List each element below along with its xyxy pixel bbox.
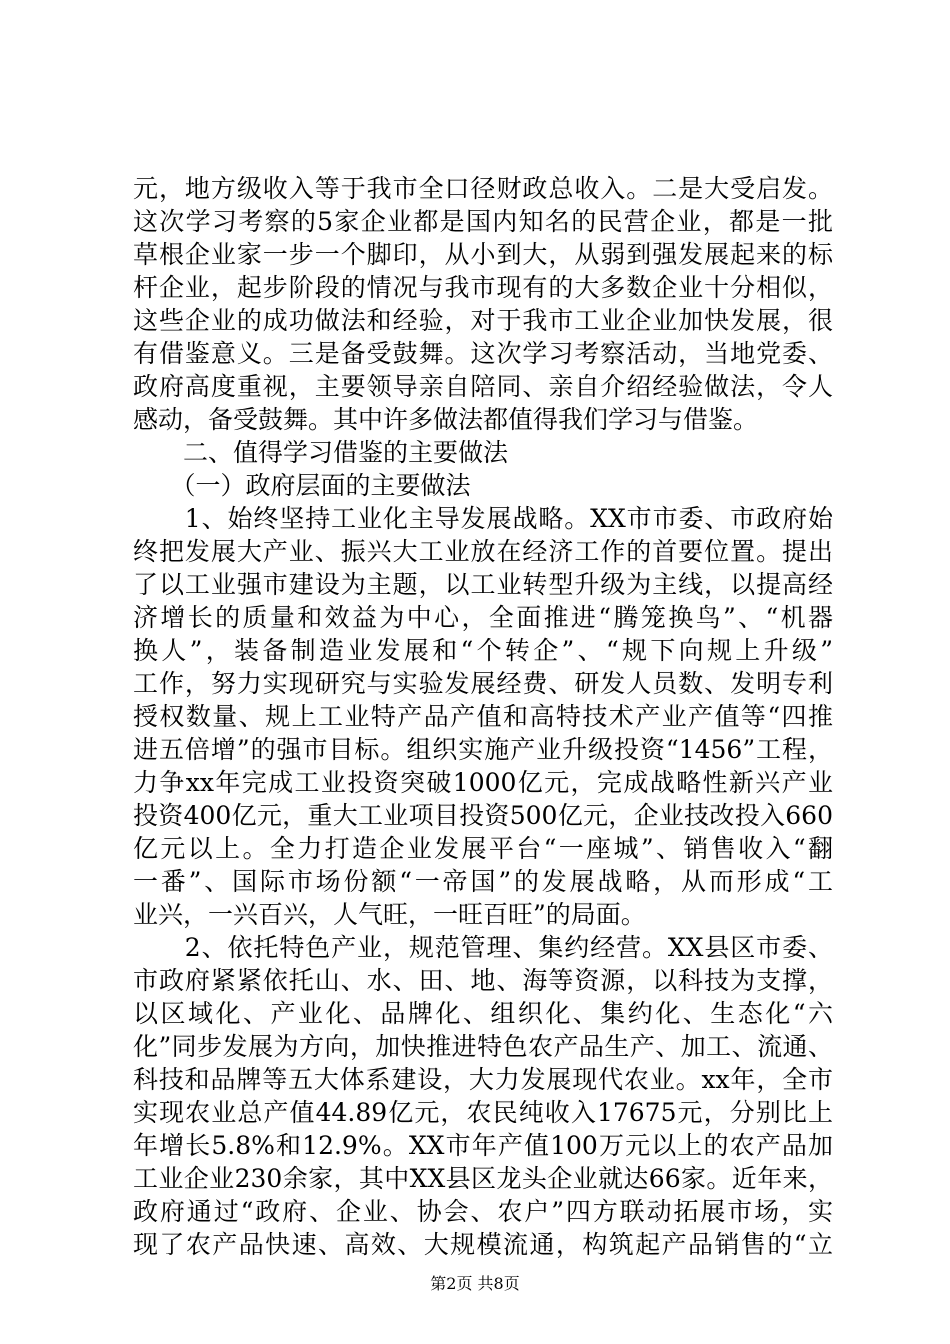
text-line: 1、始终坚持工业化主导发展战略。XX市市委、市政府始 bbox=[133, 504, 833, 533]
text-line: 年增长5.8%和12.9%。XX市年产值100万元以上的农产品加 bbox=[133, 1131, 833, 1160]
page-footer: 第2页 共8页 bbox=[430, 1274, 520, 1293]
text-line: 终把发展大产业、振兴大工业放在经济工作的首要位置。提出 bbox=[133, 537, 833, 566]
text-line: 政府高度重视，主要领导亲自陪同、亲自介绍经验做法，令人 bbox=[133, 372, 833, 401]
text-line: 这次学习考察的5家企业都是国内知名的民营企业，都是一批 bbox=[133, 207, 833, 236]
text-line: 这些企业的成功做法和经验，对于我市工业企业加快发展，很 bbox=[133, 306, 833, 335]
text-line: 市政府紧紧依托山、水、田、地、海等资源，以科技为支撑， bbox=[133, 966, 833, 995]
text-line: 了以工业强市建设为主题，以工业转型升级为主线，以提高经 bbox=[133, 570, 833, 599]
document-body bbox=[133, 172, 833, 1261]
text-line: 力争xx年完成工业投资突破1000亿元，完成战略性新兴产业 bbox=[133, 768, 833, 797]
text-line: 杆企业，起步阶段的情况与我市现有的大多数企业十分相似， bbox=[133, 273, 833, 302]
text-line: 化”同步发展为方向，加快推进特色农产品生产、加工、流通、 bbox=[133, 1032, 833, 1061]
text-line: （一）政府层面的主要做法 bbox=[133, 471, 471, 500]
text-line: 济增长的质量和效益为中心，全面推进“腾笼换鸟”、“机器 bbox=[133, 603, 833, 632]
text-line: 投资400亿元，重大工业项目投资500亿元，企业技改投入660 bbox=[133, 801, 833, 830]
text-line: 2、依托特色产业，规范管理、集约经营。XX县区市委、 bbox=[133, 933, 833, 962]
text-line: 工作，努力实现研究与实验发展经费、研发人员数、发明专利 bbox=[133, 669, 833, 698]
text-line: 元，地方级收入等于我市全口径财政总收入。二是大受启发。 bbox=[133, 174, 833, 203]
text-line: 有借鉴意义。三是备受鼓舞。这次学习考察活动，当地党委、 bbox=[133, 339, 833, 368]
text-line: 科技和品牌等五大体系建设，大力发展现代农业。xx年，全市 bbox=[133, 1065, 833, 1094]
text-line: 草根企业家一步一个脚印，从小到大，从弱到强发展起来的标 bbox=[133, 240, 833, 269]
text-line: 进五倍增”的强市目标。组织实施产业升级投资“1456”工程， bbox=[133, 735, 833, 764]
text-line: 实现农业总产值44.89亿元，农民纯收入17675元，分别比上 bbox=[133, 1098, 833, 1127]
text-line: 授权数量、规上工业特产品产值和高特技术产业产值等“四推 bbox=[133, 702, 833, 731]
text-line: 换人”，装备制造业发展和“个转企”、“规下向规上升级” bbox=[133, 636, 833, 665]
text-line: 感动，备受鼓舞。其中许多做法都值得我们学习与借鉴。 bbox=[133, 405, 759, 434]
text-line: 现了农产品快速、高效、大规模流通，构筑起产品销售的“立 bbox=[133, 1230, 833, 1259]
text-line: 二、值得学习借鉴的主要做法 bbox=[133, 438, 509, 467]
text-line: 以区域化、产业化、品牌化、组织化、集约化、生态化“六 bbox=[133, 999, 833, 1028]
text-line: 一番”、国际市场份额“一帝国”的发展战略，从而形成“工 bbox=[133, 867, 833, 896]
text-line: 亿元以上。全力打造企业发展平台“一座城”、销售收入“翻 bbox=[133, 834, 833, 863]
text-line: 工业企业230余家，其中XX县区龙头企业就达66家。近年来， bbox=[133, 1164, 833, 1193]
text-line: 政府通过“政府、企业、协会、农户”四方联动拓展市场，实 bbox=[133, 1197, 833, 1226]
text-line: 业兴，一兴百兴，人气旺，一旺百旺”的局面。 bbox=[133, 900, 646, 929]
